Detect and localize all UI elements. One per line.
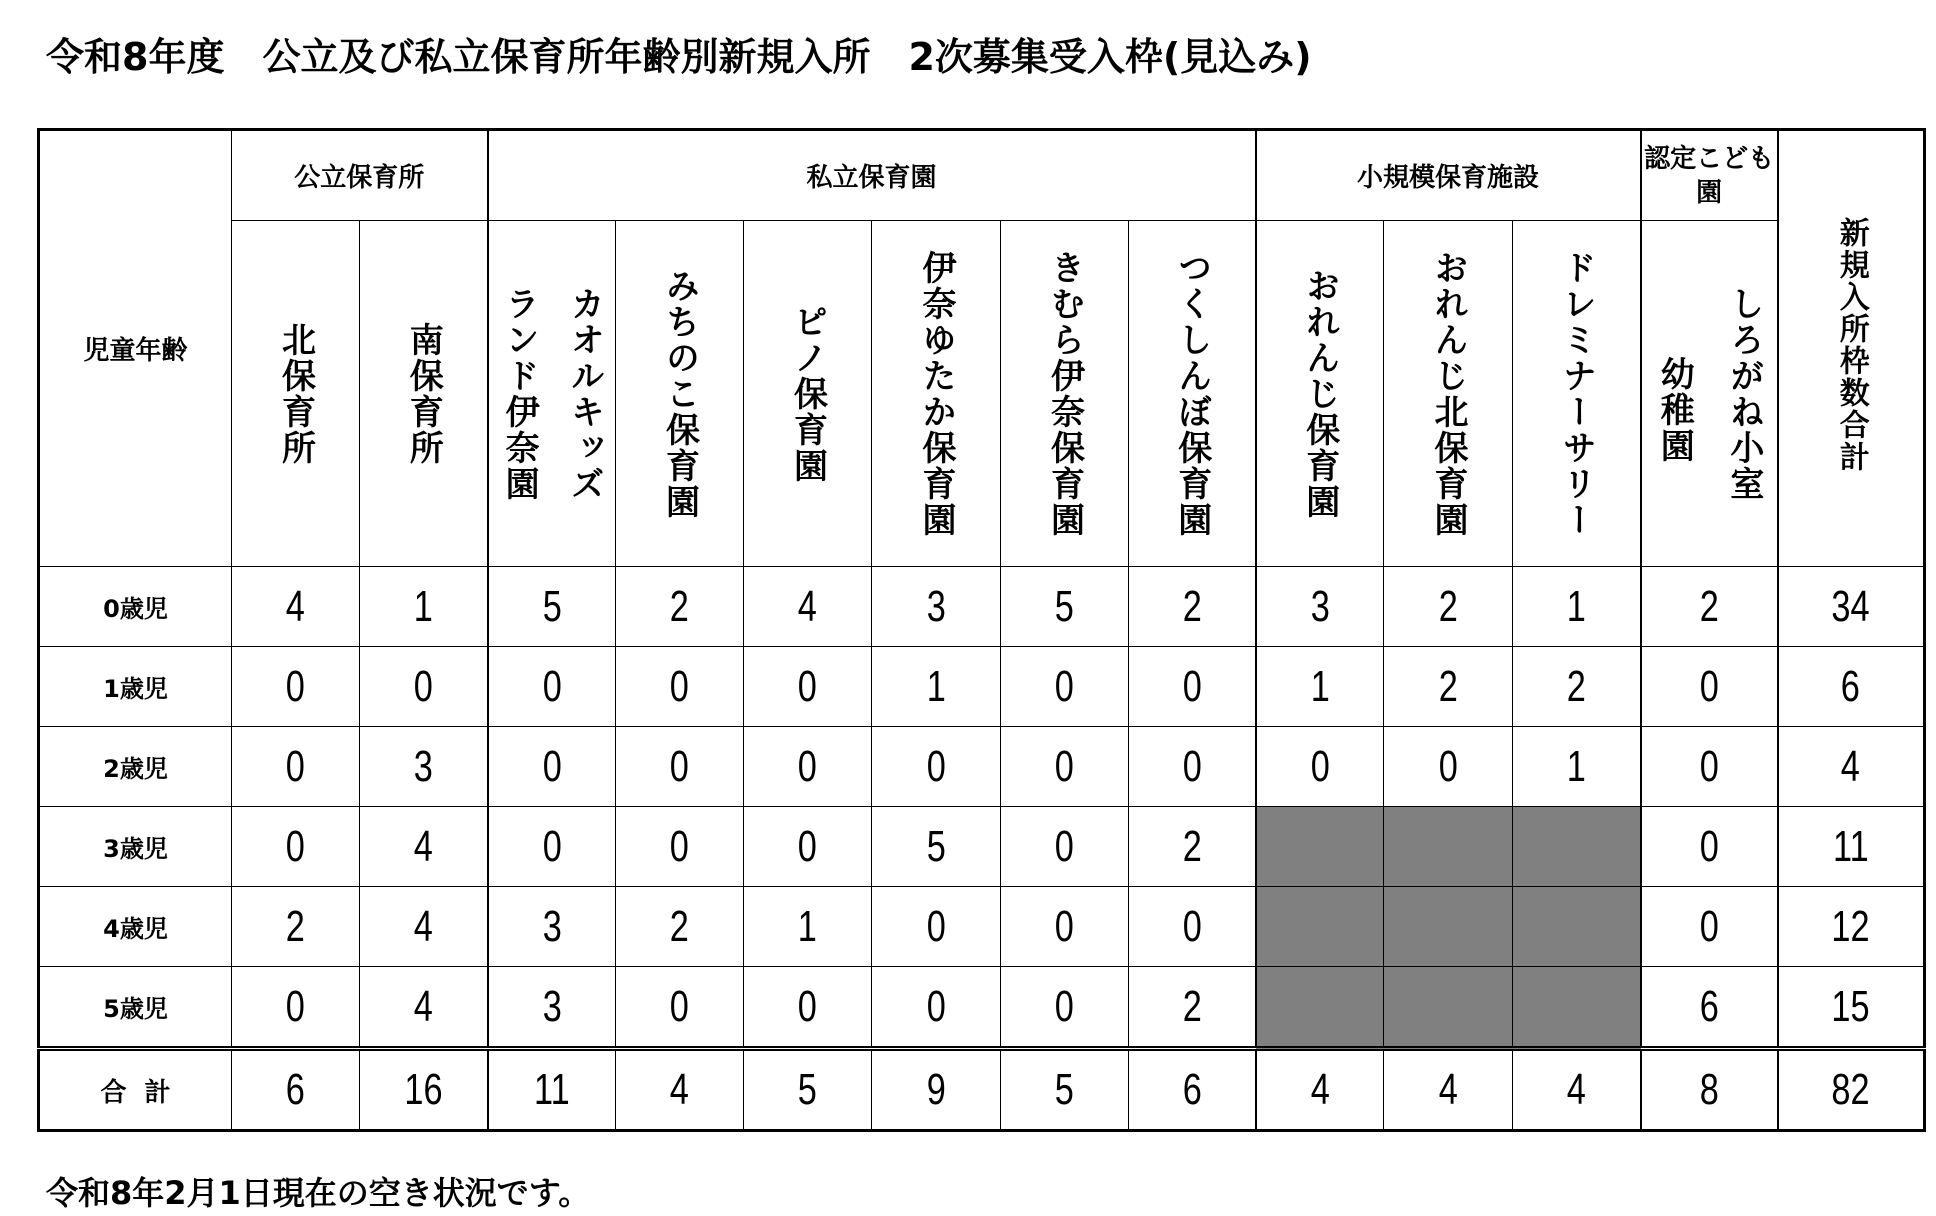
capacity-value: 0 [1182, 741, 1202, 791]
capacity-cell [360, 567, 488, 647]
capacity-value: 0 [1310, 741, 1330, 791]
totals-row [39, 1049, 1925, 1131]
capacity-cell [1641, 967, 1778, 1049]
not-applicable-cell [1256, 967, 1384, 1049]
capacity-cell [488, 967, 616, 1049]
capacity-cell [488, 727, 616, 807]
page-title: 令和8年度 公立及び私立保育所年齢別新規入所 2次募集受入枠(見込み) [46, 35, 1312, 79]
row-total-cell [1778, 727, 1925, 807]
row-total-value: 12 [1831, 901, 1870, 951]
column-total-cell [1641, 1049, 1778, 1131]
capacity-cell [1641, 807, 1778, 887]
table-row [39, 647, 1925, 727]
capacity-cell [616, 727, 744, 807]
capacity-value: 5 [542, 581, 562, 631]
capacity-cell [232, 647, 360, 727]
column-total-value: 4 [1310, 1065, 1330, 1114]
capacity-value: 1 [1566, 741, 1586, 791]
capacity-value: 2 [669, 901, 690, 951]
capacity-value: 0 [285, 661, 306, 711]
row-total-cell [1778, 567, 1925, 647]
capacity-cell [1129, 887, 1256, 967]
capacity-cell [744, 647, 872, 727]
not-applicable-cell [1384, 887, 1513, 967]
capacity-cell [1641, 727, 1778, 807]
capacity-value: 0 [413, 661, 433, 711]
column-total-value: 11 [533, 1065, 570, 1114]
capacity-cell [1001, 647, 1129, 727]
capacity-value: 0 [1182, 661, 1202, 711]
not-applicable-cell [1256, 807, 1384, 887]
facility-header [488, 221, 616, 567]
column-total-cell [232, 1049, 360, 1131]
capacity-value: 3 [542, 901, 562, 951]
capacity-value: 0 [797, 661, 818, 711]
column-total-cell [1256, 1049, 1384, 1131]
age-label: 2歳児 [39, 727, 232, 807]
facility-header-label: 南保育所 [403, 321, 444, 466]
capacity-cell [744, 967, 872, 1049]
not-applicable-cell [1513, 967, 1641, 1049]
row-total-cell [1778, 647, 1925, 727]
capacity-value: 0 [542, 821, 562, 871]
capacity-value: 0 [1054, 981, 1075, 1031]
row-total-cell [1778, 807, 1925, 887]
capacity-value: 3 [1310, 581, 1330, 631]
not-applicable-cell [1384, 807, 1513, 887]
row-total-value: 6 [1841, 661, 1861, 711]
capacity-value: 0 [1699, 901, 1719, 951]
facility-header [1129, 221, 1256, 567]
capacity-cell [1384, 727, 1513, 807]
capacity-value: 0 [1054, 821, 1075, 871]
row-total-cell [1778, 967, 1925, 1049]
facility-header-label: おれんじ保育園 [1299, 267, 1340, 520]
table-row [39, 807, 1925, 887]
not-applicable-cell [1256, 887, 1384, 967]
capacity-cell [744, 567, 872, 647]
capacity-cell [232, 727, 360, 807]
not-applicable-cell [1513, 807, 1641, 887]
capacity-cell [744, 727, 872, 807]
capacity-value: 2 [1566, 661, 1586, 711]
enrollment-capacity-table [37, 128, 1926, 1132]
capacity-value: 2 [285, 901, 306, 951]
capacity-cell [616, 807, 744, 887]
facility-header-label: ランド伊奈園 [499, 285, 540, 502]
capacity-cell [488, 887, 616, 967]
capacity-cell [232, 567, 360, 647]
row-total-value: 15 [1831, 981, 1870, 1031]
age-label: 1歳児 [39, 647, 232, 727]
facility-header-label: つくしんぼ保育園 [1171, 249, 1212, 538]
capacity-value: 0 [285, 821, 306, 871]
grand-total-value: 82 [1831, 1065, 1870, 1114]
age-label: 3歳児 [39, 807, 232, 887]
capacity-value: 4 [797, 581, 818, 631]
capacity-value: 6 [1699, 981, 1719, 1031]
capacity-cell [1129, 647, 1256, 727]
column-total-cell [1384, 1049, 1513, 1131]
facility-header-label: 幼稚園 [1654, 355, 1695, 464]
age-label: 4歳児 [39, 887, 232, 967]
group-header-certified [1641, 130, 1778, 221]
capacity-cell [872, 807, 1001, 887]
capacity-cell [1641, 567, 1778, 647]
capacity-cell [488, 567, 616, 647]
capacity-value: 0 [669, 821, 690, 871]
capacity-value: 0 [1182, 901, 1202, 951]
capacity-cell [616, 887, 744, 967]
capacity-cell [616, 647, 744, 727]
capacity-cell [1384, 567, 1513, 647]
group-header-small-scale: 小規模保育施設 [1256, 130, 1641, 221]
capacity-cell [1001, 567, 1129, 647]
capacity-value: 0 [926, 741, 946, 791]
capacity-value: 2 [1699, 581, 1719, 631]
total-column-header [1778, 130, 1925, 567]
column-total-value: 4 [669, 1065, 690, 1114]
facility-header-label: しろがね小室 [1723, 285, 1764, 502]
totals-label: 合計 [39, 1049, 232, 1131]
capacity-cell [1641, 887, 1778, 967]
status-note: 令和8年2月1日現在の空き状況です。 [46, 1174, 591, 1212]
capacity-value: 2 [1182, 821, 1202, 871]
column-total-value: 6 [1182, 1065, 1202, 1114]
capacity-cell [1256, 567, 1384, 647]
facility-header-row [39, 221, 1925, 567]
capacity-cell [1001, 727, 1129, 807]
capacity-cell [1129, 567, 1256, 647]
capacity-cell [616, 567, 744, 647]
facility-header [360, 221, 488, 567]
capacity-value: 1 [797, 901, 818, 951]
column-total-cell [360, 1049, 488, 1131]
capacity-value: 4 [413, 981, 433, 1031]
capacity-cell [616, 967, 744, 1049]
facility-header [232, 221, 360, 567]
capacity-cell [872, 887, 1001, 967]
column-total-value: 5 [797, 1065, 818, 1114]
group-header-certified-label: 認定こども園 [1644, 143, 1775, 208]
capacity-cell [1641, 647, 1778, 727]
capacity-cell [1129, 967, 1256, 1049]
capacity-value: 0 [926, 901, 946, 951]
capacity-value: 2 [1438, 661, 1458, 711]
capacity-cell [360, 887, 488, 967]
facility-header-label: ピノ保育園 [787, 303, 828, 484]
row-total-value: 4 [1841, 741, 1861, 791]
capacity-value: 0 [669, 981, 690, 1031]
capacity-cell [872, 647, 1001, 727]
capacity-value: 2 [1438, 581, 1458, 631]
facility-header [616, 221, 744, 567]
facility-header [1641, 221, 1778, 567]
facility-header [1256, 221, 1384, 567]
grand-total-cell [1778, 1049, 1925, 1131]
facility-header [1001, 221, 1129, 567]
capacity-value: 2 [1182, 981, 1202, 1031]
not-applicable-cell [1384, 967, 1513, 1049]
capacity-cell [1256, 727, 1384, 807]
capacity-value: 0 [542, 741, 562, 791]
column-total-value: 4 [1566, 1065, 1586, 1114]
capacity-value: 0 [1699, 661, 1719, 711]
capacity-value: 3 [413, 741, 433, 791]
capacity-value: 0 [926, 981, 946, 1031]
facility-header-label: 伊奈ゆたか保育園 [916, 249, 956, 538]
capacity-cell [488, 807, 616, 887]
capacity-cell [360, 727, 488, 807]
capacity-cell [488, 647, 616, 727]
capacity-cell [744, 807, 872, 887]
row-total-value: 11 [1832, 821, 1869, 871]
capacity-cell [744, 887, 872, 967]
capacity-cell [360, 967, 488, 1049]
not-applicable-cell [1513, 887, 1641, 967]
capacity-value: 4 [413, 901, 433, 951]
table-row [39, 887, 1925, 967]
group-header-private: 私立保育園 [488, 130, 1256, 221]
column-total-cell [1001, 1049, 1129, 1131]
capacity-value: 0 [1054, 901, 1075, 951]
column-total-cell [1129, 1049, 1256, 1131]
capacity-value: 4 [285, 581, 306, 631]
capacity-cell [872, 727, 1001, 807]
capacity-value: 5 [926, 821, 946, 871]
capacity-value: 3 [542, 981, 562, 1031]
capacity-value: 0 [1699, 741, 1719, 791]
capacity-cell [1001, 807, 1129, 887]
column-total-cell [616, 1049, 744, 1131]
capacity-value: 1 [1310, 661, 1330, 711]
table-row [39, 727, 1925, 807]
facility-header-label: みちのこ保育園 [659, 267, 700, 520]
capacity-cell [360, 647, 488, 727]
total-column-header-label: 新規入所枠数合計 [1833, 217, 1869, 473]
column-total-cell [872, 1049, 1001, 1131]
capacity-cell [232, 887, 360, 967]
capacity-value: 0 [1054, 661, 1075, 711]
capacity-value: 0 [797, 741, 818, 791]
capacity-value: 0 [1438, 741, 1458, 791]
column-total-value: 6 [285, 1065, 306, 1114]
row-total-value: 34 [1831, 581, 1870, 631]
row-total-cell [1778, 887, 1925, 967]
capacity-value: 0 [1054, 741, 1075, 791]
column-total-value: 5 [1054, 1065, 1075, 1114]
column-total-value: 8 [1699, 1065, 1719, 1114]
capacity-value: 1 [926, 661, 946, 711]
column-total-cell [1513, 1049, 1641, 1131]
capacity-cell [1513, 727, 1641, 807]
capacity-cell [1384, 647, 1513, 727]
column-total-cell [488, 1049, 616, 1131]
column-total-cell [744, 1049, 872, 1131]
capacity-value: 0 [285, 741, 306, 791]
capacity-cell [232, 807, 360, 887]
capacity-value: 2 [669, 581, 690, 631]
capacity-value: 0 [669, 741, 690, 791]
capacity-value: 0 [797, 981, 818, 1031]
facility-header-label: おれんじ北保育園 [1428, 249, 1468, 538]
capacity-cell [1001, 887, 1129, 967]
capacity-cell [1129, 727, 1256, 807]
facility-header [744, 221, 872, 567]
capacity-value: 0 [669, 661, 690, 711]
capacity-value: 1 [413, 581, 433, 631]
capacity-value: 1 [1566, 581, 1586, 631]
capacity-cell [360, 807, 488, 887]
age-label: 0歳児 [39, 567, 232, 647]
table-row [39, 967, 1925, 1049]
capacity-value: 4 [413, 821, 433, 871]
capacity-cell [1513, 647, 1641, 727]
table-row [39, 567, 1925, 647]
capacity-value: 5 [1054, 581, 1075, 631]
capacity-value: 0 [542, 661, 562, 711]
group-header-row [39, 130, 1925, 221]
capacity-cell [1001, 967, 1129, 1049]
capacity-cell [1129, 807, 1256, 887]
facility-header [872, 221, 1001, 567]
capacity-value: 2 [1182, 581, 1202, 631]
capacity-value: 3 [926, 581, 946, 631]
capacity-cell [1513, 567, 1641, 647]
capacity-cell [232, 967, 360, 1049]
capacity-cell [872, 967, 1001, 1049]
column-total-value: 9 [926, 1065, 946, 1114]
facility-header [1513, 221, 1641, 567]
column-total-value: 16 [404, 1065, 443, 1114]
age-column-header: 児童年齢 [39, 130, 232, 567]
capacity-cell [872, 567, 1001, 647]
facility-header-label: 北保育所 [275, 321, 316, 466]
capacity-value: 0 [797, 821, 818, 871]
facility-header-label: きむら伊奈保育園 [1044, 249, 1085, 538]
capacity-value: 0 [1699, 821, 1719, 871]
capacity-value: 0 [285, 981, 306, 1031]
facility-header-label: カオルキッズ [564, 285, 605, 502]
facility-header-label: ドレミナーサリー [1556, 249, 1597, 538]
group-header-public: 公立保育所 [232, 130, 488, 221]
facility-header [1384, 221, 1513, 567]
age-label: 5歳児 [39, 967, 232, 1049]
column-total-value: 4 [1438, 1065, 1458, 1114]
capacity-cell [1256, 647, 1384, 727]
